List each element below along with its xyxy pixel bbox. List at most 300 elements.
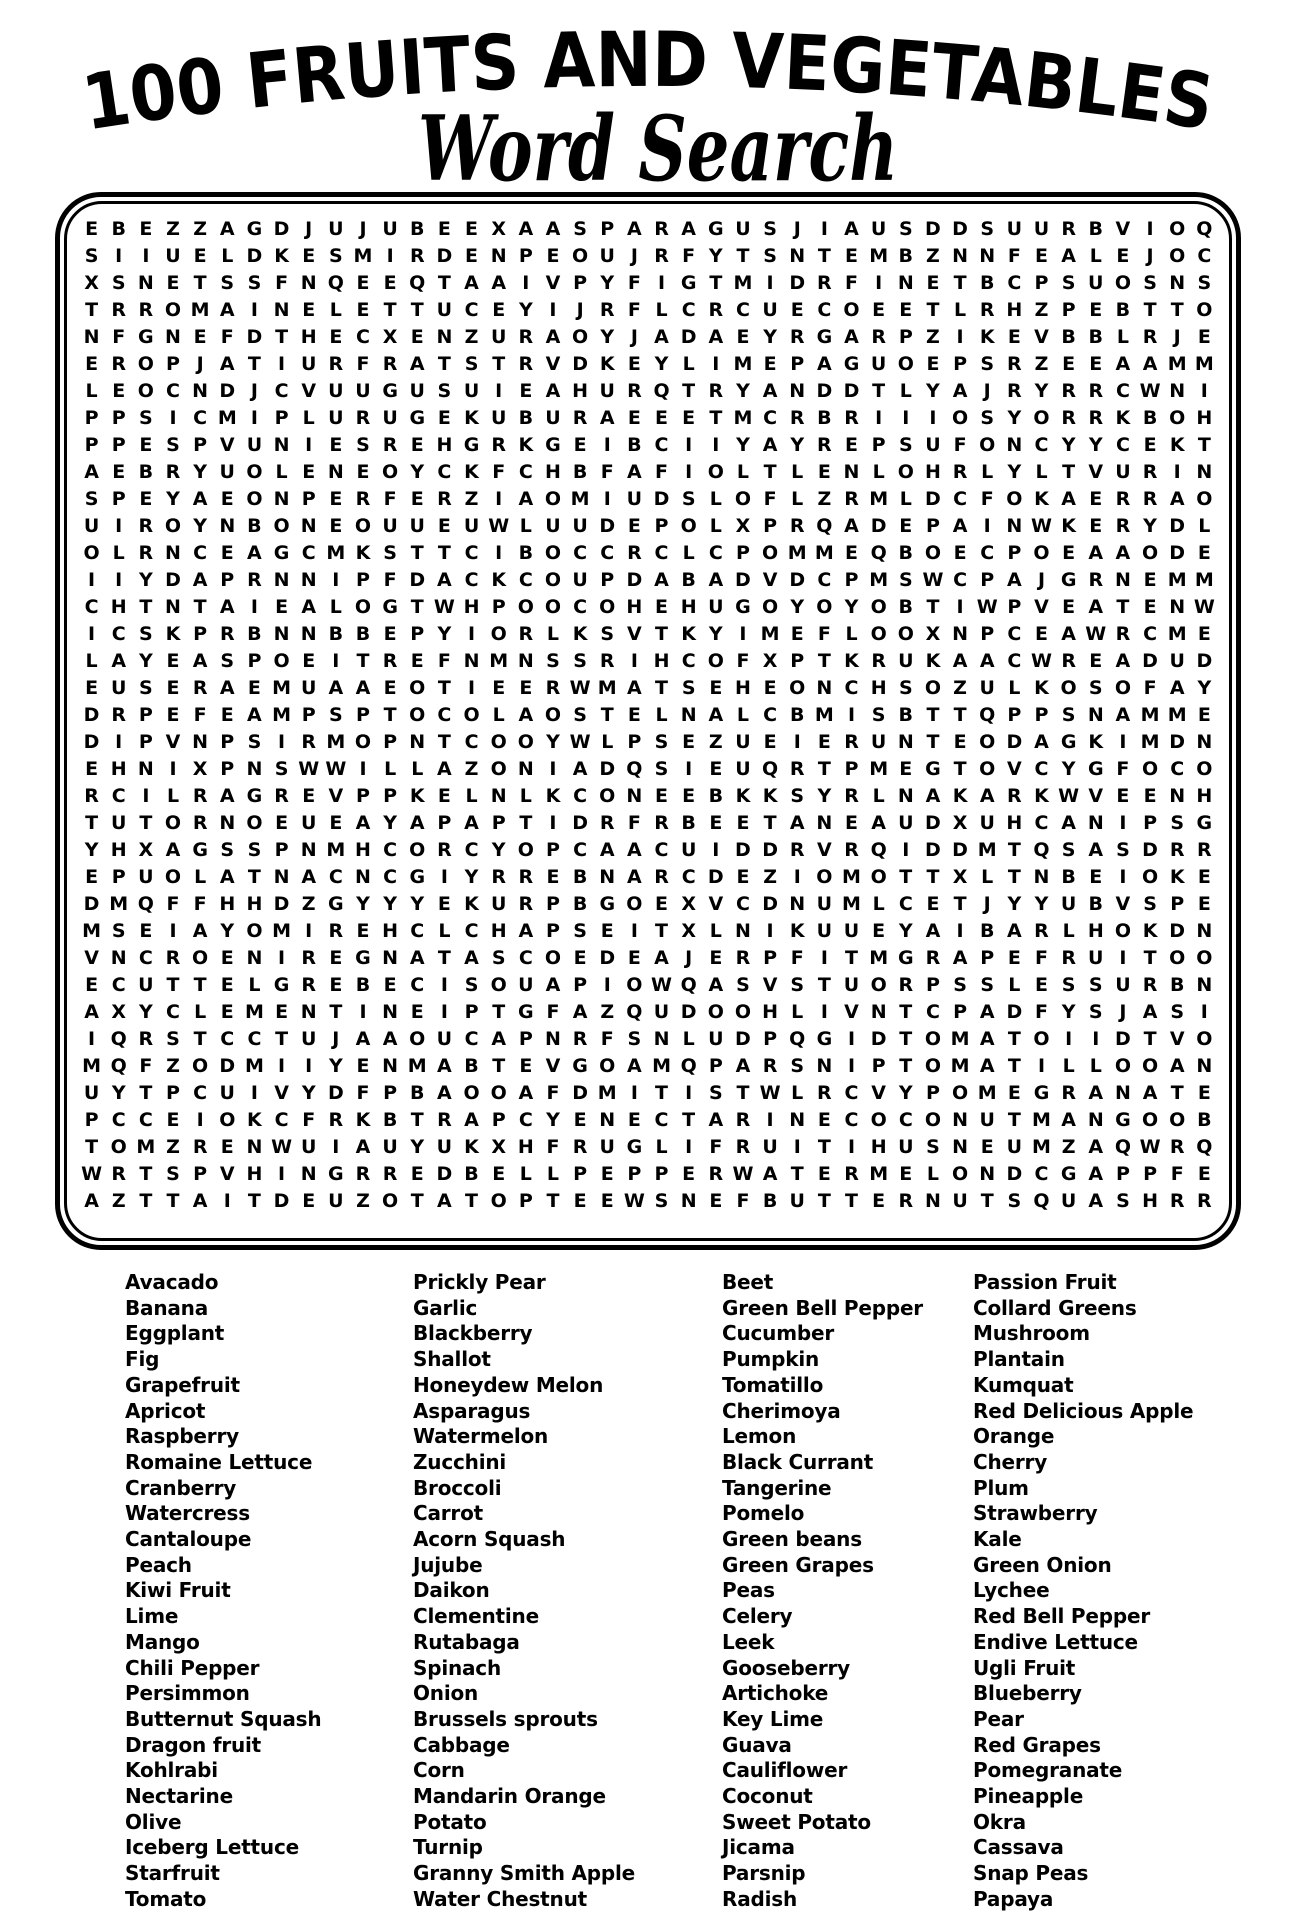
grid-letter: S [1061,704,1076,726]
grid-letter: E [817,731,831,753]
grid-letter: M [272,677,292,699]
grid-letter: L [655,299,668,321]
grid-letter: I [468,623,476,645]
grid-letter: R [572,1028,588,1050]
grid-letter: R [735,947,751,969]
grid-letter: N [1087,812,1104,834]
grid-letter: P [1034,272,1049,294]
grid-letter: D [1142,839,1158,861]
grid-letter: U [898,650,914,672]
grid-letter: A [1061,812,1076,834]
word-list-item: Key Lime [722,1706,824,1731]
grid-letter: A [409,947,425,969]
grid-letter: O [680,515,697,537]
grid-letter: O [1196,488,1213,510]
grid-letter: W [298,758,320,780]
grid-letter: O [246,488,263,510]
grid-letter: A [219,218,235,240]
grid-letter: R [925,947,941,969]
word-list-item: Kumquat [973,1372,1074,1397]
grid-letter: Y [328,1055,343,1077]
grid-letter: K [247,1109,262,1131]
grid-letter: M [489,650,509,672]
word-list-item: Cabbage [413,1732,510,1757]
grid-letter: K [844,650,859,672]
grid-letter: E [437,218,451,240]
grid-letter: S [736,974,750,996]
grid-letter: W [623,1190,645,1212]
grid-letter: J [196,353,204,375]
grid-letter: G [273,974,290,996]
grid-letter: W [433,596,455,618]
grid-letter: X [762,650,778,672]
grid-letter: C [193,407,208,429]
grid-letter: U [219,1082,235,1104]
word-column [973,1270,1193,1913]
grid-letter: S [220,272,235,294]
grid-letter: O [1169,245,1186,267]
grid-letter: B [518,407,534,429]
grid-letter: T [1143,1028,1157,1050]
grid-letter: D [599,758,616,780]
grid-letter: Z [464,488,479,510]
grid-letter: I [820,1001,828,1023]
grid-letter: E [1007,1082,1021,1104]
grid-letter: H [924,461,941,483]
grid-letter: G [680,272,697,294]
grid-letter: E [1089,299,1103,321]
grid-letter: B [898,704,914,726]
grid-letter: T [845,1190,858,1212]
grid-letter: C [1115,380,1130,402]
grid-letter: H [762,1001,779,1023]
grid-letter: I [278,1055,286,1077]
grid-letter: T [600,704,614,726]
grid-letter: C [383,866,398,888]
grid-letter: R [817,434,832,456]
grid-letter: K [1169,866,1185,888]
grid-letter: Q [1114,1136,1131,1158]
grid-letter: O [897,353,914,375]
grid-letter: M [353,245,373,267]
grid-letter: C [111,974,126,996]
grid-letter: M [1140,704,1160,726]
grid-row [78,648,1218,675]
grid-letter: I [847,1136,856,1158]
word-list-item: Cantaloupe [125,1527,252,1552]
grid-letter: A [518,704,534,726]
grid-letter: L [465,785,478,807]
grid-letter: U [762,1136,778,1158]
grid-letter: V [84,947,99,969]
grid-letter: E [356,461,370,483]
grid-letter: A [518,488,534,510]
grid-row [78,540,1218,567]
grid-letter: I [956,920,964,942]
grid-letter: K [518,434,534,456]
grid-letter: U [382,407,398,429]
grid-letter: R [518,893,534,915]
grid-letter: V [545,272,561,294]
grid-letter: I [1200,1001,1208,1023]
grid-letter: F [1143,677,1157,699]
grid-letter: C [654,542,669,564]
grid-letter: N [165,596,181,618]
grid-letter: L [384,758,397,780]
grid-letter: P [1143,812,1158,834]
grid-letter: G [246,218,263,240]
grid-letter: Y [600,272,615,294]
grid-letter: O [273,515,290,537]
grid-letter: N [545,1028,561,1050]
word-list-item: Banana [125,1295,209,1320]
grid-letter: P [220,569,235,591]
grid-letter: S [139,407,153,429]
grid-letter: H [626,596,643,618]
grid-letter: A [192,1190,208,1212]
grid-letter: M [733,353,753,375]
grid-letter: S [356,434,370,456]
grid-letter: C [735,299,750,321]
title-graphic [0,0,1296,192]
grid-letter: Z [817,488,832,510]
grid-letter: E [410,326,424,348]
grid-letter: R [111,353,127,375]
grid-letter: I [142,785,150,807]
grid-letter: R [328,920,344,942]
grid-letter: Q [409,272,426,294]
grid-letter: G [1060,731,1077,753]
grid-letter: S [708,1082,723,1104]
grid-letter: S [1197,272,1212,294]
grid-letter: U [300,353,317,375]
grid-row [78,1161,1218,1188]
grid-letter: E [899,515,913,537]
word-list-item: Cucumber [722,1321,834,1346]
grid-letter: J [1146,245,1154,267]
word-column [125,1270,321,1913]
grid-letter: A [952,515,968,537]
grid-letter: I [549,758,557,780]
grid-letter: E [437,785,451,807]
grid-letter: D [1196,650,1213,672]
grid-letter: T [139,1190,153,1212]
grid-letter: X [925,623,941,645]
grid-letter: R [844,839,859,861]
grid-letter: B [817,407,832,429]
grid-letter: W [922,569,944,591]
grid-letter: P [844,758,859,780]
grid-letter: N [1196,920,1213,942]
grid-letter: A [952,947,968,969]
grid-letter: A [219,353,235,375]
grid-letter: H [1142,1190,1158,1212]
grid-letter: O [1141,542,1159,564]
grid-letter: O [789,677,806,699]
grid-letter: U [490,893,507,915]
grid-letter: A [627,461,642,483]
grid-letter: T [682,1109,696,1131]
grid-letter: R [1007,785,1022,807]
grid-letter: N [680,704,697,726]
grid-letter: A [735,1055,751,1077]
word-list-item: Onion [413,1681,479,1706]
grid-letter: C [980,542,995,564]
grid-letter: L [736,704,749,726]
grid-letter: P [247,650,262,672]
grid-letter: I [250,407,258,429]
grid-letter: C [844,1082,859,1104]
grid-letter: M [733,272,753,294]
word-list-item: Leek [722,1629,775,1654]
grid-letter: C [111,785,126,807]
grid-letter: A [979,1028,995,1050]
grid-letter: B [979,920,995,942]
grid-letter: A [1006,569,1022,591]
grid-letter: R [654,218,669,240]
grid-letter: O [870,1109,887,1131]
grid-letter: O [979,758,996,780]
grid-letter: T [166,1190,180,1212]
grid-letter: F [627,299,641,321]
grid-letter: E [709,677,723,699]
grid-letter: R [708,380,724,402]
grid-letter: H [110,758,127,780]
grid-letter: E [247,677,261,699]
grid-letter: E [1197,542,1211,564]
grid-letter: T [926,731,940,753]
word-list-item: Asparagus [413,1398,531,1423]
grid-letter: F [546,1082,560,1104]
grid-letter: I [115,569,123,591]
grid-letter: P [301,704,316,726]
grid-letter: A [1088,1190,1104,1212]
grid-letter: R [355,407,371,429]
grid-letter: P [491,812,506,834]
grid-letter: I [332,1136,340,1158]
grid-letter: E [790,623,804,645]
grid-letter: Y [166,488,180,510]
grid-letter: L [899,380,912,402]
grid-letter: T [1116,596,1130,618]
grid-letter: Y [790,434,805,456]
grid-letter: C [817,299,832,321]
grid-letter: S [1116,839,1130,861]
grid-letter: T [519,812,533,834]
grid-letter: C [953,488,968,510]
grid-letter: F [193,893,207,915]
grid-letter: X [111,1001,127,1023]
grid-letter: U [599,1136,615,1158]
grid-letter: U [1006,218,1023,240]
grid-letter: I [1119,947,1127,969]
grid-letter: I [875,407,883,429]
grid-letter: P [1034,704,1049,726]
grid-row [78,432,1218,459]
grid-letter: T [383,299,397,321]
grid-letter: O [246,812,263,834]
grid-letter: N [1006,434,1023,456]
grid-letter: T [193,272,207,294]
grid-letter: T [85,299,99,321]
grid-letter: S [1116,1190,1130,1212]
word-list-item: Blackberry [413,1321,533,1346]
grid-letter: T [817,245,831,267]
grid-letter: O [1196,758,1213,780]
grid-letter: T [437,947,451,969]
grid-letter: C [925,1001,940,1023]
grid-letter: I [522,272,530,294]
grid-letter: I [223,1190,231,1212]
grid-letter: O [762,596,779,618]
grid-letter: D [735,839,751,861]
grid-letter: A [84,1001,99,1023]
grid-letter: N [843,461,860,483]
grid-letter: R [1034,920,1049,942]
grid-row [78,864,1218,891]
grid-letter: M [869,758,889,780]
grid-letter: I [278,1163,286,1185]
grid-letter: U [1088,947,1104,969]
grid-letter: N [816,677,833,699]
grid-letter: A [762,380,778,402]
grid-letter: R [165,947,181,969]
grid-letter: L [85,650,98,672]
grid-letter: W [569,731,591,753]
grid-letter: O [137,380,154,402]
word-list-item: Starfruit [125,1861,220,1886]
grid-letter: D [1006,1163,1023,1185]
grid-letter: P [1170,893,1185,915]
grid-letter: U [110,677,127,699]
grid-letter: C [166,1001,180,1023]
grid-letter: N [300,569,317,591]
word-list-item: Beet [722,1270,774,1294]
grid-letter: F [790,947,804,969]
grid-letter: P [84,407,99,429]
grid-letter: U [599,245,615,267]
grid-letter: R [138,542,154,564]
grid-letter: E [275,596,289,618]
grid-letter: C [708,542,723,564]
grid-letter: R [138,515,154,537]
grid-letter: E [139,920,153,942]
grid-letter: O [1033,1028,1050,1050]
grid-letter: C [518,947,533,969]
grid-letter: Y [356,893,370,915]
grid-letter: C [410,974,425,996]
grid-letter: N [1114,1082,1131,1104]
grid-letter: G [843,353,860,375]
word-list-section [0,1250,1296,1920]
grid-letter: A [219,785,235,807]
grid-letter: T [410,1109,424,1131]
grid-letter: E [356,272,370,294]
grid-letter: Y [763,326,777,348]
grid-letter: N [219,515,236,537]
grid-letter: T [193,1028,207,1050]
grid-letter: D [870,515,887,537]
grid-letter: P [545,920,560,942]
grid-letter: E [410,434,424,456]
word-list-item: Prickly Pear [413,1270,546,1294]
grid-letter: S [1061,974,1076,996]
grid-letter: G [897,947,914,969]
grid-letter: T [437,272,451,294]
grid-row [78,513,1218,540]
grid-letter: O [1169,1109,1186,1131]
grid-letter: A [952,380,968,402]
grid-letter: Z [464,326,479,348]
grid-letter: V [219,434,235,456]
word-list-item: Black Currant [722,1449,874,1474]
grid-letter: D [843,380,860,402]
grid-letter: U [436,1136,453,1158]
grid-letter: D [273,893,290,915]
grid-letter: K [409,785,425,807]
grid-letter: R [1115,515,1131,537]
grid-letter: O [734,1001,752,1023]
grid-letter: U [328,1190,344,1212]
grid-letter: C [193,1082,208,1104]
grid-letter: P [1143,1163,1158,1185]
grid-letter: N [517,650,534,672]
grid-letter: Y [898,1082,913,1104]
grid-letter: G [599,893,616,915]
grid-letter: L [329,299,342,321]
grid-letter: O [1114,272,1131,294]
grid-letter: E [627,515,641,537]
grid-letter: R [1061,380,1076,402]
grid-letter: P [735,542,750,564]
grid-letter: S [1088,974,1103,996]
grid-letter: A [301,866,317,888]
grid-letter: S [953,974,967,996]
grid-letter: C [518,461,533,483]
grid-letter: O [544,569,562,591]
grid-letter: O [707,1001,724,1023]
grid-letter: D [925,218,941,240]
grid-letter: V [328,785,344,807]
grid-letter: Y [518,299,533,321]
grid-letter: P [301,488,316,510]
grid-letter: S [898,569,913,591]
grid-letter: F [383,569,397,591]
grid-letter: R [789,407,805,429]
grid-letter: H [1196,407,1213,429]
grid-letter: S [1061,839,1076,861]
word-list-item: Pear [973,1706,1024,1731]
grid-letter: C [166,380,180,402]
grid-letter: D [327,1082,344,1104]
grid-letter: E [383,623,397,645]
grid-letter: D [925,839,941,861]
grid-letter: C [844,677,859,699]
grid-letter: G [518,1001,534,1023]
grid-letter: B [1142,407,1158,429]
grid-letter: C [111,623,126,645]
grid-letter: L [546,623,560,645]
grid-letter: E [845,812,858,834]
grid-letter: M [1167,569,1187,591]
grid-letter: R [789,326,805,348]
grid-letter: R [708,1163,724,1185]
grid-letter: T [736,1082,750,1104]
grid-letter: N [382,1001,399,1023]
grid-letter: T [492,1001,506,1023]
grid-letter: L [546,1163,560,1185]
grid-letter: P [274,839,289,861]
